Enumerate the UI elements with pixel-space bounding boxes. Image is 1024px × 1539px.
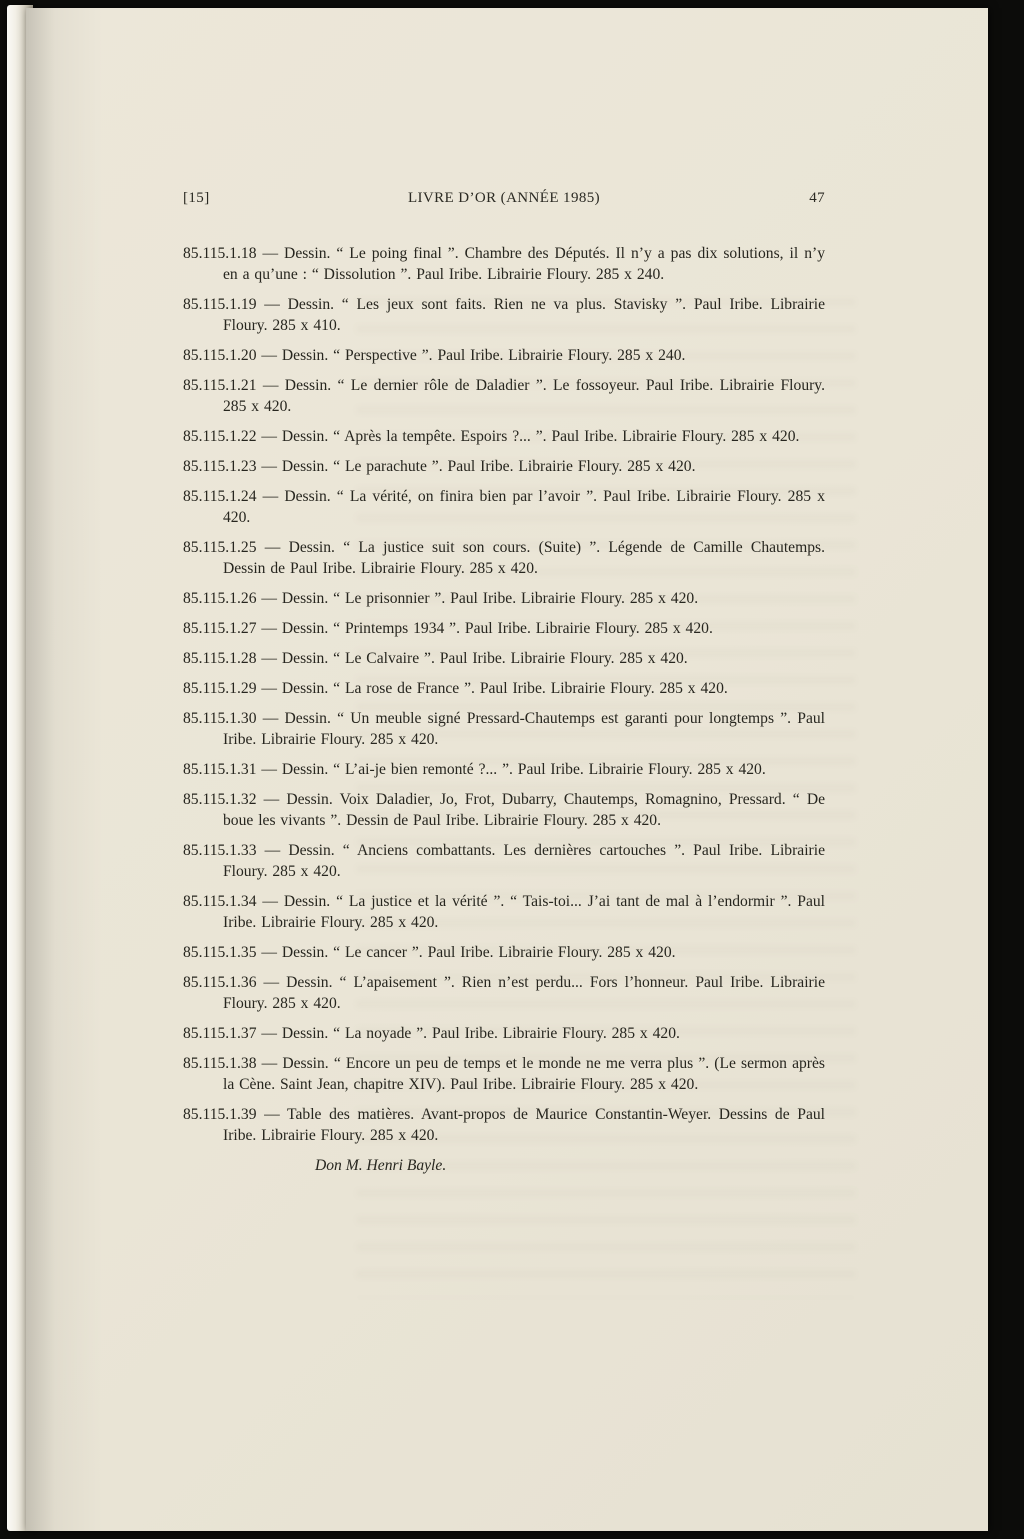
entry-number: 85.115.1.22	[183, 428, 257, 445]
page-number: 47	[809, 190, 825, 206]
entry-number: 85.115.1.37	[183, 1025, 257, 1042]
entry-text: — Dessin. “ Un meuble signé Pressard-Chautemps est garanti pour longtemps ”. Paul Iribe. Librairie Floury. 285 x 420.	[223, 710, 825, 748]
running-head	[183, 190, 825, 207]
folio-reference: [15]	[183, 190, 210, 206]
entry-text: — Dessin. “ La rose de France ”. Paul Iribe. Librairie Floury. 285 x 420.	[256, 680, 728, 697]
catalog-entry	[183, 972, 825, 1014]
entry-text: — Table des matières. Avant-propos de Maurice Constantin-Weyer. Dessins de Paul Iribe. Librairie Floury. 285 x 420.	[223, 1106, 825, 1144]
catalog-entry	[183, 1023, 825, 1044]
entry-number: 85.115.1.33	[183, 842, 257, 859]
entry-text: — Dessin. “ Le cancer ”. Paul Iribe. Librairie Floury. 285 x 420.	[256, 944, 676, 961]
entry-number: 85.115.1.30	[183, 710, 257, 727]
catalog-entry	[183, 294, 825, 336]
entry-number: 85.115.1.19	[183, 296, 257, 313]
entry-text: — Dessin. “ Perspective ”. Paul Iribe. Librairie Floury. 285 x 240.	[256, 347, 686, 364]
catalog-entry	[183, 1104, 825, 1146]
entry-text: — Dessin. “ La justice et la vérité ”. “ Tais-toi... J’ai tant de mal à l’endormir ”. Paul Iribe. Librairie Floury. 285 x 420.	[223, 893, 825, 931]
catalog-entry	[183, 243, 825, 285]
entry-text: — Dessin. “ La justice suit son cours. (Suite) ”. Légende de Camille Chautemps. Dessin de Paul Iribe. Librairie Floury. 285 x 420.	[223, 539, 825, 577]
catalog-entry	[183, 486, 825, 528]
entry-number: 85.115.1.36	[183, 974, 257, 991]
entry-number: 85.115.1.31	[183, 761, 257, 778]
entry-number: 85.115.1.20	[183, 347, 257, 364]
entry-number: 85.115.1.28	[183, 650, 257, 667]
entry-text: — Dessin. “ Le prisonnier ”. Paul Iribe. Librairie Floury. 285 x 420.	[256, 590, 699, 607]
page-title: LIVRE D’OR (ANNÉE 1985)	[407, 190, 601, 206]
entry-number: 85.115.1.18	[183, 245, 257, 262]
catalog-entry	[183, 1053, 825, 1095]
catalog-entry	[183, 588, 825, 609]
entry-text: — Dessin. Voix Daladier, Jo, Frot, Dubarry, Chautemps, Romagnino, Pressard. “ De boue les vivants ”. Dessin de Paul Iribe. Librairie Floury. 285 x 420.	[223, 791, 825, 829]
catalog-entry	[183, 375, 825, 417]
catalog-entry	[183, 891, 825, 933]
entry-text: — Dessin. “ Printemps 1934 ”. Paul Iribe. Librairie Floury. 285 x 420.	[256, 620, 713, 637]
catalog-entry	[183, 708, 825, 750]
catalog-entry	[183, 942, 825, 963]
entry-number: 85.115.1.25	[183, 539, 257, 556]
entry-text: — Dessin. “ Après la tempête. Espoirs ?... ”. Paul Iribe. Librairie Floury. 285 x 420.	[256, 428, 800, 445]
entry-text: — Dessin. “ Encore un peu de temps et le monde ne me verra plus ”. (Le sermon après la Cène. Saint Jean, chapitre XIV). Paul Iribe. Librairie Floury. 285 x 420.	[223, 1055, 825, 1093]
entry-text: — Dessin. “ La noyade ”. Paul Iribe. Librairie Floury. 285 x 420.	[256, 1025, 680, 1042]
entry-list	[183, 243, 825, 1146]
entry-number: 85.115.1.23	[183, 458, 257, 475]
catalog-entry	[183, 426, 825, 447]
catalog-entry	[183, 456, 825, 477]
entry-text: — Dessin. “ Les jeux sont faits. Rien ne va plus. Stavisky ”. Paul Iribe. Librairie Floury. 285 x 410.	[223, 296, 825, 334]
catalog-entry	[183, 537, 825, 579]
entry-number: 85.115.1.24	[183, 488, 257, 505]
entry-number: 85.115.1.26	[183, 590, 257, 607]
catalog-entry	[183, 648, 825, 669]
entry-number: 85.115.1.34	[183, 893, 257, 910]
catalog-entry	[183, 759, 825, 780]
entry-number: 85.115.1.27	[183, 620, 257, 637]
entry-number: 85.115.1.38	[183, 1055, 257, 1072]
entry-number: 85.115.1.21	[183, 377, 257, 394]
entry-number: 85.115.1.39	[183, 1106, 257, 1123]
donor-line: Don M. Henri Bayle.	[315, 1157, 447, 1174]
entry-number: 85.115.1.32	[183, 791, 257, 808]
entry-text: — Dessin. “ La vérité, on finira bien par l’avoir ”. Paul Iribe. Librairie Floury. 285 x 420.	[223, 488, 825, 526]
catalog-entry	[183, 618, 825, 639]
catalog-entry	[183, 840, 825, 882]
entry-text: — Dessin. “ L’ai-je bien remonté ?... ”. Paul Iribe. Librairie Floury. 285 x 420.	[256, 761, 766, 778]
entry-number: 85.115.1.35	[183, 944, 257, 961]
scanned-page	[26, 8, 988, 1531]
entry-number: 85.115.1.29	[183, 680, 257, 697]
entry-text: — Dessin. “ L’apaisement ”. Rien n’est perdu... Fors l’honneur. Paul Iribe. Librairie Floury. 285 x 420.	[223, 974, 825, 1012]
entry-text: — Dessin. “ Anciens combattants. Les dernières cartouches ”. Paul Iribe. Librairie Floury. 285 x 420.	[223, 842, 825, 880]
page-content	[183, 190, 825, 1176]
entry-text: — Dessin. “ Le poing final ”. Chambre des Députés. Il n’y a pas dix solutions, il n’y en a qu’une : “ Dissolution ”. Paul Iribe. Librairie Floury. 285 x 240.	[223, 245, 825, 283]
entry-text: — Dessin. “ Le parachute ”. Paul Iribe. Librairie Floury. 285 x 420.	[256, 458, 696, 475]
entry-text: — Dessin. “ Le dernier rôle de Daladier ”. Le fossoyeur. Paul Iribe. Librairie Floury. 285 x 420.	[223, 377, 825, 415]
catalog-entry	[183, 789, 825, 831]
catalog-entry	[183, 678, 825, 699]
catalog-entry	[183, 345, 825, 366]
entry-text: — Dessin. “ Le Calvaire ”. Paul Iribe. Librairie Floury. 285 x 420.	[256, 650, 688, 667]
